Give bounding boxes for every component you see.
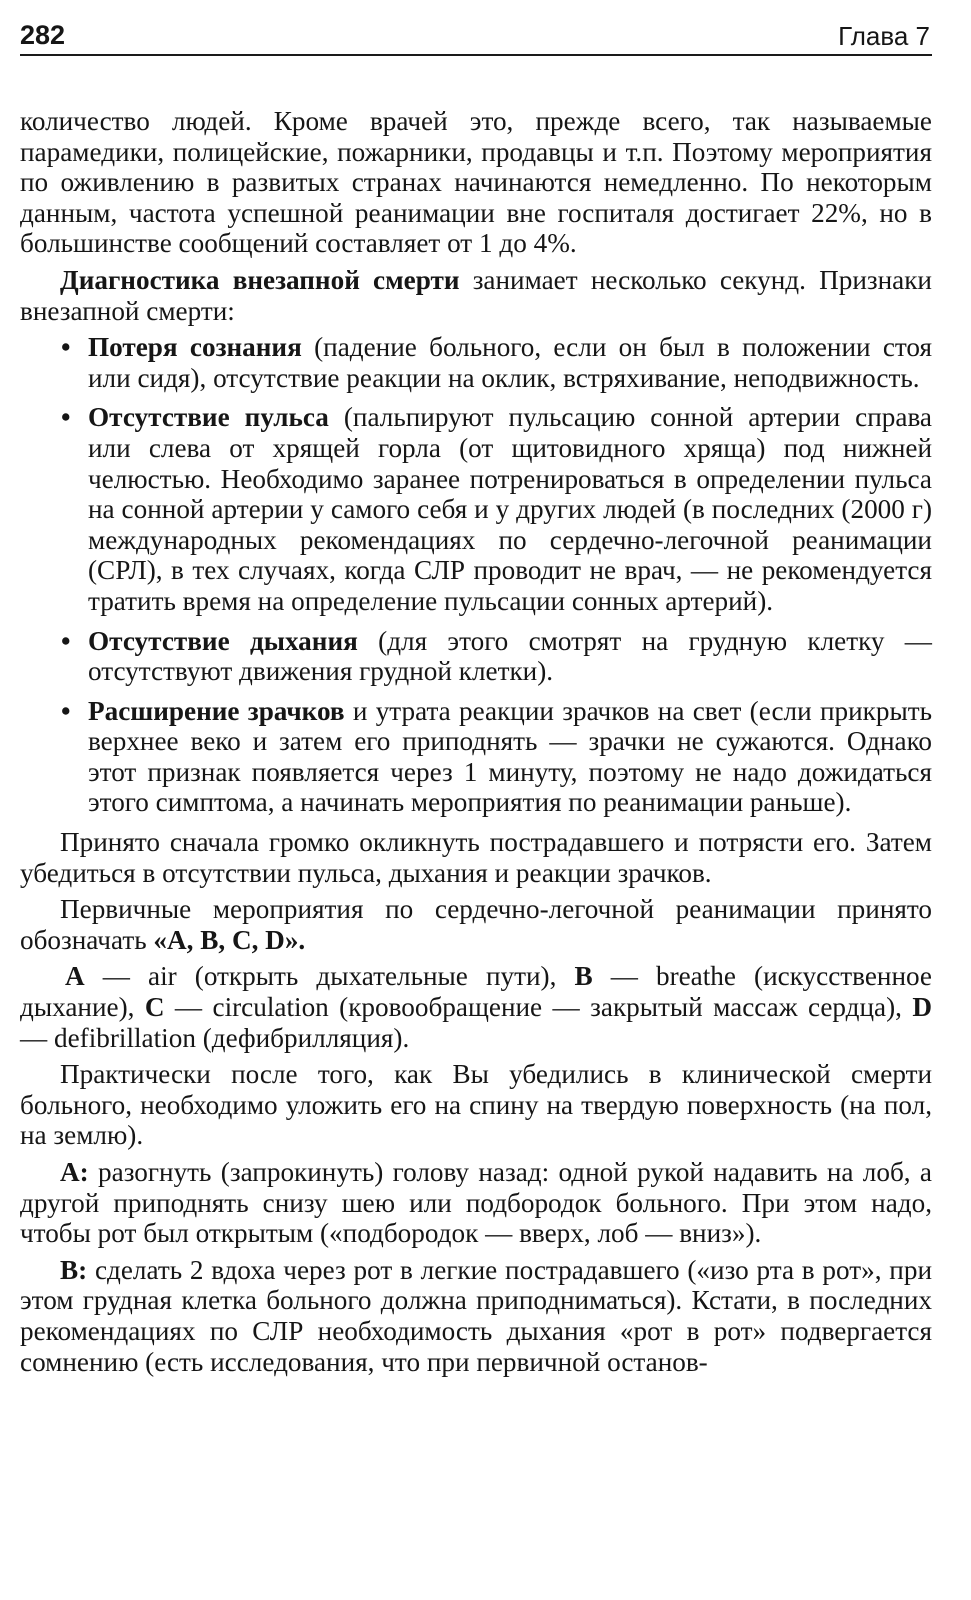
list-item-title: Расширение зрачков [88,695,345,726]
step-a-label: A: [60,1157,89,1187]
list-item-text: и утрата реакции зрачков на свет (если прикрыть верхнее веко и затем его приподнять — зрачки не сужаются. Однако этот признак появляется через 1 минуту, поэтому не надо дожидаться этого симптома, а начинать мероприятия по реанимации раньше). [88,695,932,818]
paragraph-diagnostics-text: занимает несколько секунд. Признаки внезапной смерти: [20,264,932,326]
paragraph-abcd [20,894,932,955]
list-item-title: Отсутствие пульса [88,402,329,433]
definition-d: — defibrillation (дефибрилляция). [20,1022,410,1053]
term-diagnostics: Диагностика внезапной смерти [60,264,460,295]
paragraph-positioning: Практически после того, как Вы убедились в клинической смерти больного, необходимо уложить его на спину на твердую поверхность (на пол, на землю). [20,1059,932,1151]
definition-c: — circulation (кровообращение — закрытый массаж сердца), [164,992,913,1023]
paragraph-abcd-text: Первичные мероприятия по сердечно-легочной реанимации принято обозначать [20,894,932,955]
bullet: • [61,695,71,726]
list-item-text: (падение больного, если он был в положении стоя или сидя), отсутствие реакции на оклик, встряхивание, неподвижность. [88,332,932,393]
list-item-unconsciousness [20,332,932,393]
page-number: 282 [20,20,66,50]
paragraph-step-b [20,1255,932,1377]
page-body [20,106,932,1383]
paragraph-step-a [20,1157,932,1249]
list-item-title: Отсутствие дыхания [88,625,358,656]
list-item-dilated-pupils [20,696,932,818]
paragraph-diagnostics [20,265,932,326]
bullet: • [61,625,71,656]
step-b-label: B: [60,1254,88,1285]
running-header [20,18,932,56]
term-b: B [574,961,593,992]
term-d: D [912,992,932,1023]
bullet: • [61,332,71,363]
definition-b: — breathe (искусственное дыхание), [20,961,932,1023]
list-item-no-breathing [20,626,932,687]
list-item-text: (для этого смотрят на грудную клетку — отсутствуют движения грудной клетки). [88,625,932,687]
step-a-text: разогнуть (запрокинуть) голову назад: одной рукой надавить на лоб, а другой приподнять снизу шею или подбородок больного. При этом надо, чтобы рот был открытым («подбородок — вверх, лоб — вниз»). [20,1157,932,1249]
paragraph-abcd-definitions [20,961,932,1053]
list-item-text: (пальпируют пульсацию сонной артерии справа или слева от хрящей горла (от щитовидного хряща) под нижней челюстью. Необходимо заранее потренироваться в определении пульса на сонной артерии у самого себя и у других людей (в последних (2000 г) международных рекомендациях по сердечно-легочной реанимации (СРЛ), в тех случаях, когда СЛР проводит не врач, — не рекомендуется тратить время на определение пульсации сонных артерий). [88,402,932,616]
term-c: C [144,992,165,1023]
bullet: • [61,402,71,433]
step-b-text: сделать 2 вдоха через рот в легкие пострадавшего («изо рта в рот», при этом грудная клетка больного должна приподниматься). Кстати, в последних рекомендациях по СЛР необходимость дыхания «рот в рот» подвергается сомнению (есть исследования, что при первичной останов- [20,1254,932,1377]
list-item-no-pulse [20,402,932,616]
term-abcd: «A, B, C, D». [153,924,306,955]
paragraph-continuation: количество людей. Кроме врачей это, прежде всего, так называемые парамедики, полицейские, пожарники, продавцы и т.п. Поэтому мероприятия по оживлению в развитых странах начинаются немедленно. По некоторым данным, частота успешной реанимации вне госпиталя достигает 22%, но в большинстве сообщений составляет от 1 до 4%. [20,106,932,259]
term-a: A [65,961,85,992]
list-item-title: Потеря сознания [88,332,302,363]
paragraph-first-steps: Принято сначала громко окликнуть пострадавшего и потрясти его. Затем убедиться в отсутствии пульса, дыхания и реакции зрачков. [20,827,932,888]
signs-list [20,332,932,818]
definition-a: — air (открыть дыхательные пути), [84,961,575,992]
chapter-title: Глава 7 [838,21,930,51]
